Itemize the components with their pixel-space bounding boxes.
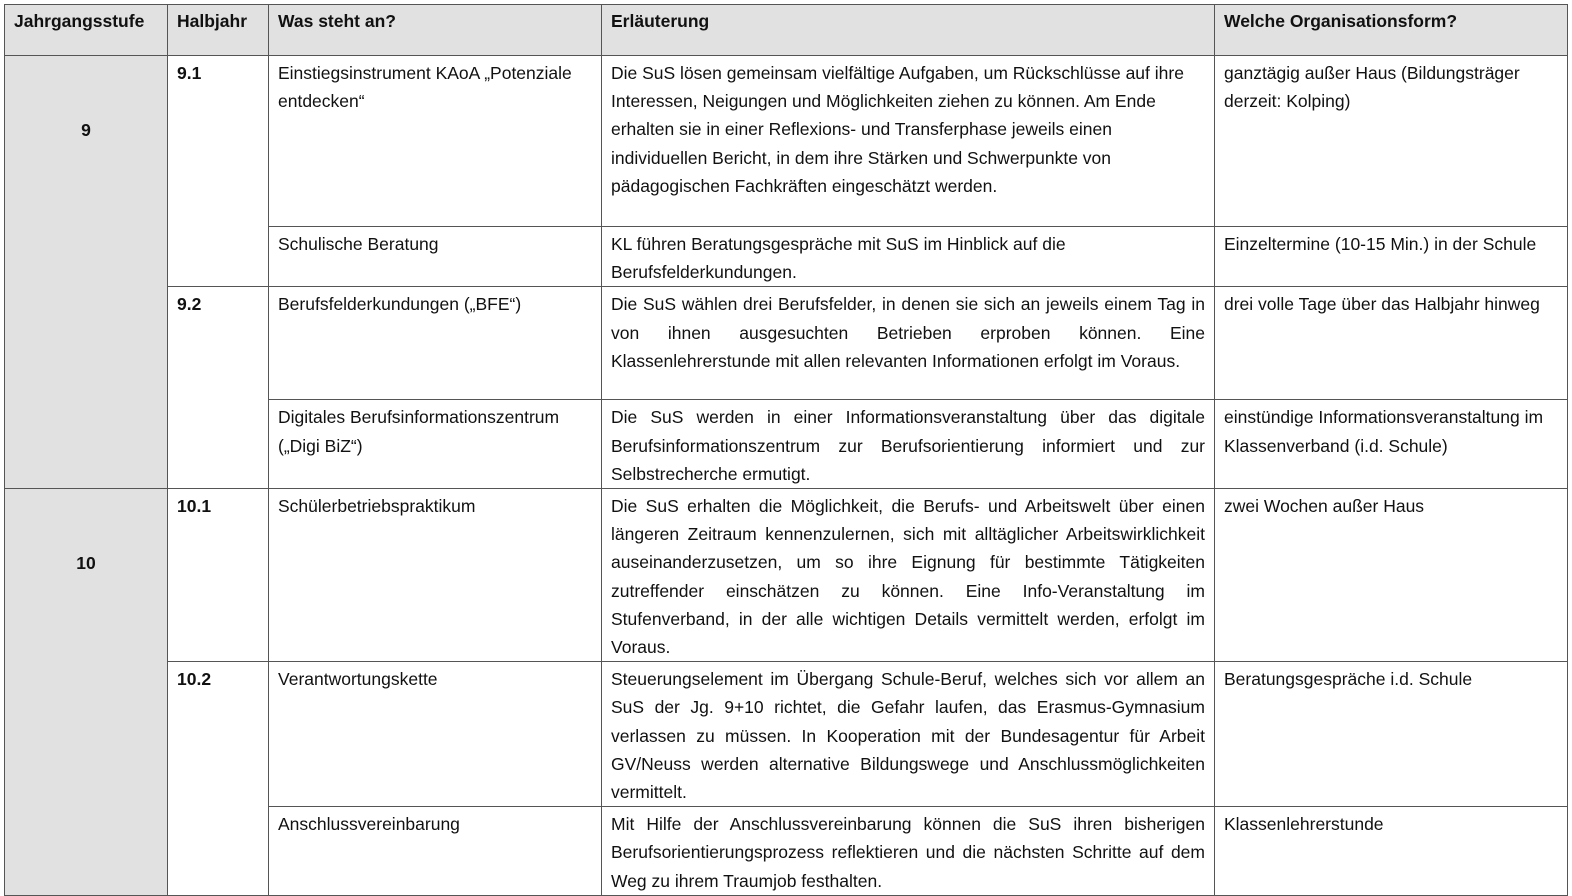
form-cell: Einzeltermine (10-15 Min.) in der Schule [1215, 227, 1568, 287]
table-row [5, 56, 1568, 227]
what-cell: Schulische Beratung [269, 227, 602, 287]
explanation-cell: KL führen Beratungsgespräche mit SuS im Hinblick auf die Berufsfelderkundungen. [602, 227, 1215, 287]
explanation-cell: Steuerungselement im Übergang Schule-Beruf, welches sich vor allem an SuS der Jg. 9+10 richtet, die Gefahr laufen, das Erasmus-Gymnasium verlassen zu müssen. In Kooperation mit der Bundesagentur für Arbeit GV/Neuss werden alternative Bildungswege und Anschlussmöglichkeiten vermittelt. [602, 662, 1215, 807]
year-cell [5, 489, 168, 896]
half-year-cell: 10.2 [168, 662, 269, 896]
header-row [5, 5, 1568, 56]
explanation-cell: Die SuS lösen gemeinsam vielfältige Aufgaben, um Rückschlüsse auf ihre Interessen, Neigungen und Möglichkeiten ziehen zu können. Am Ende erhalten sie in einer Reflexions- und Transferphase jeweils einen individuellen Bericht, in dem ihre Stärken und Schwerpunkte von pädagogischen Fachkräften eingeschätzt werden. [602, 56, 1215, 227]
year-label: 9 [81, 120, 91, 140]
half-year-cell: 9.1 [168, 56, 269, 287]
form-cell: ganztägig außer Haus (Bildungsträger derzeit: Kolping) [1215, 56, 1568, 227]
year-label: 10 [76, 553, 96, 574]
form-cell: drei volle Tage über das Halbjahr hinweg [1215, 287, 1568, 400]
form-cell: zwei Wochen außer Haus [1215, 489, 1568, 662]
what-cell: Berufsfelderkundungen („BFE“) [269, 287, 602, 400]
what-cell: Verantwortungskette [269, 662, 602, 807]
form-cell: Klassenlehrerstunde [1215, 807, 1568, 896]
explanation-cell: Die SuS wählen drei Berufsfelder, in denen sie sich an jeweils einem Tag in von ihnen ausgesuchten Betrieben erproben können. Eine Klassenlehrerstunde mit allen relevanten Informationen erfolgt im Voraus. [602, 287, 1215, 400]
explanation-cell: Die SuS werden in einer Informationsveranstaltung über das digitale Berufsinformationszentrum zur Berufsorientierung informiert und zur Selbstrecherche ermutigt. [602, 400, 1215, 489]
half-year-cell: 9.2 [168, 287, 269, 489]
form-cell: einstündige Informationsveranstaltung im Klassenverband (i.d. Schule) [1215, 400, 1568, 489]
explanation-cell: Die SuS erhalten die Möglichkeit, die Berufs- und Arbeitswelt über einen längeren Zeitraum kennenzulernen, sich mit alltäglicher Arbeitswirklichkeit auseinanderzusetzen, um so ihre Eignung für bestimmte Tätigkeiten zutreffender einschätzen zu können. Eine Info-Veranstaltung im Stufenverband, in der alle wichtigen Details vermittelt werden, erfolgt im Voraus. [602, 489, 1215, 662]
header-erlaeuterung: Erläuterung [602, 5, 1215, 56]
what-cell: Anschlussvereinbarung [269, 807, 602, 896]
what-cell: Schülerbetriebspraktikum [269, 489, 602, 662]
what-cell: Digitales Berufsinformationszentrum („Digi BiZ“) [269, 400, 602, 489]
table-row [5, 287, 1568, 400]
what-cell: Einstiegsinstrument KAoA „Potenziale entdecken“ [269, 56, 602, 227]
year-cell [5, 56, 168, 489]
header-jahrgangsstufe: Jahrgangsstufe [5, 5, 168, 56]
table-row [5, 662, 1568, 807]
career-orientation-table [4, 4, 1568, 896]
form-cell: Beratungsgespräche i.d. Schule [1215, 662, 1568, 807]
table-row [5, 489, 1568, 662]
header-halbjahr: Halbjahr [168, 5, 269, 56]
half-year-cell: 10.1 [168, 489, 269, 662]
header-organisationsform: Welche Organisationsform? [1215, 5, 1568, 56]
explanation-cell: Mit Hilfe der Anschlussvereinbarung können die SuS ihren bisherigen Berufsorientierungsprozess reflektieren und die nächsten Schritte auf dem Weg zu ihrem Traumjob festhalten. [602, 807, 1215, 896]
header-was-steht-an: Was steht an? [269, 5, 602, 56]
